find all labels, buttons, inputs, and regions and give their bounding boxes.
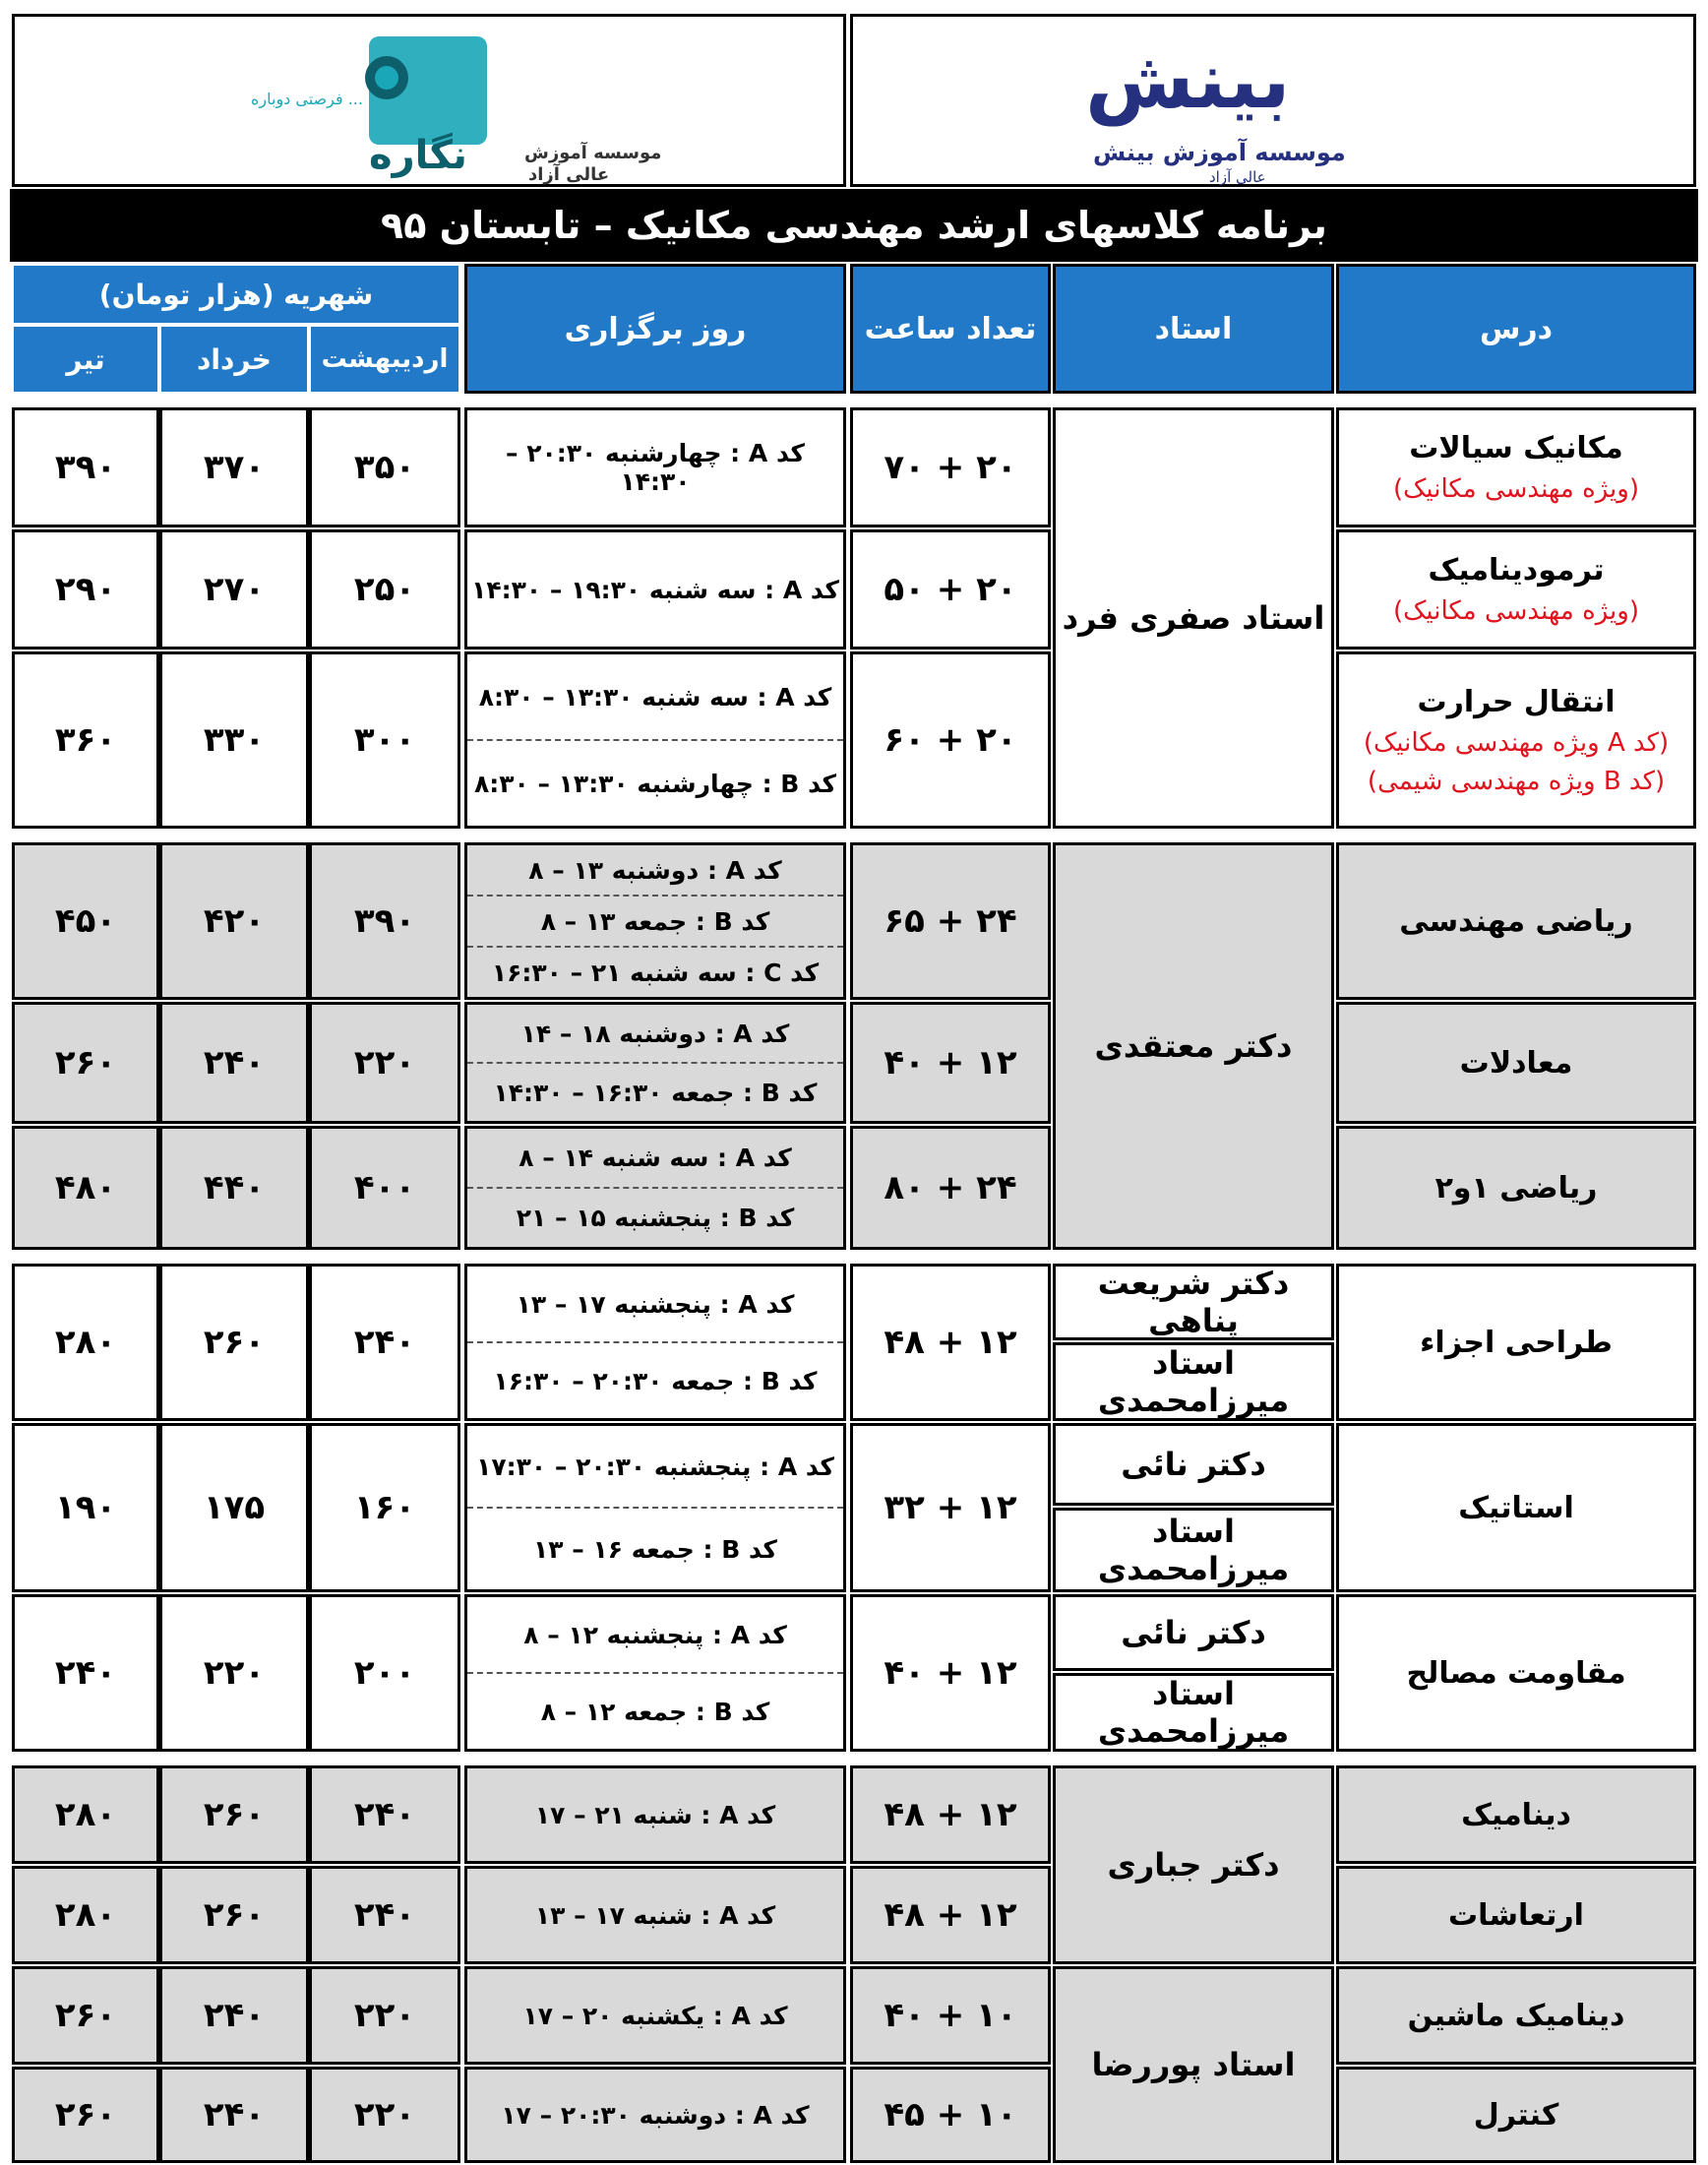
teacher-cell: دکتر نائی: [1053, 1423, 1334, 1506]
header-hours: تعداد ساعت: [850, 264, 1051, 394]
fee-khordad: ۲۷۰: [159, 529, 309, 650]
schedule-slot: کد B : جمعه ۱۲ – ۸: [467, 1672, 843, 1749]
hours-cell: ۱۲ + ۴۰: [850, 1594, 1051, 1752]
course-note: (ویژه مهندسی مکانیک): [1393, 474, 1639, 504]
schedule-cell: [464, 1002, 846, 1124]
fee-khordad: ۴۴۰: [159, 1126, 309, 1250]
schedule-slot: کد A : شنبه ۲۱ – ۱۷: [534, 1800, 776, 1829]
course-cell: [1336, 529, 1696, 650]
course-cell: [1336, 1423, 1696, 1592]
header-month-1: اردیبهشت: [309, 325, 460, 394]
fee-tir: ۲۸۰: [12, 1765, 159, 1864]
header-teacher: استاد: [1053, 264, 1334, 394]
fee-tir: ۲۸۰: [12, 1264, 159, 1421]
schedule-slot: کد A : سه شنبه ۱۴ – ۸: [518, 1144, 792, 1172]
teacher-cell: استاد صفری فرد: [1053, 407, 1334, 829]
fee-khordad: ۲۴۰: [159, 2067, 309, 2163]
fee-ordibehesht: ۲۲۰: [309, 2067, 460, 2163]
course-name: کنترل: [1473, 2097, 1559, 2133]
schedule-slot: کد A : دوشنبه ۲۰:۳۰ – ۱۷: [501, 2100, 810, 2130]
binesh-logo-sub2: عالی آزاد: [1209, 168, 1266, 186]
fee-tir: ۲۹۰: [12, 529, 159, 650]
negareh-logo-sub2: عالی آزاد: [528, 164, 610, 185]
schedule-slot: کد B : جمعه ۱۶ – ۱۳: [467, 1507, 843, 1589]
course-cell: [1336, 1765, 1696, 1864]
teacher-cell: استاد پوررضا: [1053, 1966, 1334, 2163]
schedule-cell: [464, 1866, 846, 1964]
fee-ordibehesht: ۲۰۰: [309, 1594, 460, 1752]
course-name: ارتعاشات: [1448, 1897, 1584, 1933]
negareh-logo-title: نگاره: [369, 133, 467, 178]
course-cell: [1336, 1594, 1696, 1752]
course-name: ریاضی ۱و۲: [1434, 1170, 1598, 1206]
schedule-cell: [464, 842, 846, 1000]
teacher-cell: استاد میرزامحمدی: [1053, 1673, 1334, 1752]
fee-khordad: ۳۳۰: [159, 651, 309, 829]
schedule-slot: کد B : چهارشنبه ۱۳:۳۰ – ۸:۳۰: [467, 739, 843, 826]
teacher-cell: دکتر نائی: [1053, 1594, 1334, 1671]
hours-cell: ۱۲ + ۴۰: [850, 1002, 1051, 1124]
course-name: دینامیک: [1461, 1797, 1571, 1832]
negareh-logo-sub1: موسسه آموزش: [524, 143, 662, 163]
fee-ordibehesht: ۲۴۰: [309, 1264, 460, 1421]
fee-tir: ۱۹۰: [12, 1423, 159, 1592]
schedule-slot: کد C : سه شنبه ۲۱ – ۱۶:۳۰: [467, 946, 843, 997]
header-day: روز برگزاری: [464, 264, 846, 394]
fee-ordibehesht: ۲۲۰: [309, 1002, 460, 1124]
fee-ordibehesht: ۲۴۰: [309, 1765, 460, 1864]
binesh-logo-title: بینش: [1085, 34, 1291, 126]
course-name: انتقال حرارت: [1417, 684, 1616, 719]
schedule-slot: کد A : دوشنبه ۱۳ – ۸: [528, 855, 782, 885]
course-cell: [1336, 1002, 1696, 1124]
course-name: مقاومت مصالح: [1406, 1655, 1626, 1691]
binesh-logo-sub1: موسسه آموزش بینش: [1093, 139, 1346, 166]
course-cell: [1336, 1966, 1696, 2065]
schedule-slot: کد B : جمعه ۱۶:۳۰ – ۱۴:۳۰: [467, 1062, 843, 1121]
schedule-slot: کد B : جمعه ۱۳ – ۸: [467, 895, 843, 946]
teacher-cell: دکتر جباری: [1053, 1765, 1334, 1964]
schedule-cell: [464, 407, 846, 527]
schedule-slot: کد A : پنجشنبه ۱۲ – ۸: [523, 1620, 787, 1649]
course-name: طراحی اجزاء: [1420, 1325, 1613, 1360]
header-course: درس: [1336, 264, 1696, 394]
teacher-cell: استاد میرزامحمدی: [1053, 1508, 1334, 1592]
course-cell: [1336, 651, 1696, 829]
schedule-slot: کد A : شنبه ۱۷ – ۱۳: [534, 1900, 776, 1930]
header-fee: شهریه (هزار تومان): [12, 264, 460, 325]
schedule-cell: [464, 2067, 846, 2163]
fee-tir: ۲۸۰: [12, 1866, 159, 1964]
schedule-cell: [464, 529, 846, 650]
teacher-cell: استاد میرزامحمدی: [1053, 1342, 1334, 1421]
course-name: معادلات: [1459, 1045, 1573, 1081]
schedule-cell: [464, 1126, 846, 1250]
course-note-2: (کد B ویژه مهندسی شیمی): [1367, 766, 1666, 796]
schedule-slot: کد A : چهارشنبه ۲۰:۳۰ – ۱۴:۳۰: [506, 439, 805, 496]
fee-tir: ۴۸۰: [12, 1126, 159, 1250]
fee-tir: ۴۵۰: [12, 842, 159, 1000]
fee-ordibehesht: ۲۴۰: [309, 1866, 460, 1964]
course-note: (کد A ویژه مهندسی مکانیک): [1363, 727, 1670, 758]
hours-cell: ۱۰ + ۴۵: [850, 2067, 1051, 2163]
course-name: استاتیک: [1458, 1490, 1574, 1525]
fee-tir: ۳۶۰: [12, 651, 159, 829]
fee-khordad: ۲۴۰: [159, 1002, 309, 1124]
hours-cell: ۱۲ + ۴۸: [850, 1866, 1051, 1964]
schedule-slot: کد A : پنجشنبه ۱۷ – ۱۳: [516, 1289, 795, 1319]
schedule-slot: کد A : دوشنبه ۱۸ – ۱۴: [520, 1019, 790, 1048]
fee-tir: ۲۴۰: [12, 1594, 159, 1752]
fee-ordibehesht: ۲۵۰: [309, 529, 460, 650]
course-cell: [1336, 2067, 1696, 2163]
fee-khordad: ۲۶۰: [159, 1866, 309, 1964]
fee-ordibehesht: ۲۲۰: [309, 1966, 460, 2065]
course-name: دینامیک ماشین: [1407, 1998, 1625, 2033]
schedule-slot: کد A : سه شنبه ۱۹:۳۰ – ۱۴:۳۰: [471, 575, 839, 604]
fee-khordad: ۴۲۰: [159, 842, 309, 1000]
hours-cell: ۱۰ + ۴۰: [850, 1966, 1051, 2065]
fee-ordibehesht: ۱۶۰: [309, 1423, 460, 1592]
course-note: (ویژه مهندسی مکانیک): [1393, 596, 1639, 626]
fee-tir: ۳۹۰: [12, 407, 159, 527]
fee-ordibehesht: ۳۵۰: [309, 407, 460, 527]
fee-ordibehesht: ۴۰۰: [309, 1126, 460, 1250]
fee-tir: ۲۶۰: [12, 2067, 159, 2163]
course-cell: [1336, 1866, 1696, 1964]
schedule-slot: کد B : پنجشنبه ۱۵ – ۲۱: [467, 1187, 843, 1247]
schedule-cell: [464, 1423, 846, 1592]
course-name: مکانیک سیالات: [1409, 431, 1623, 465]
hours-cell: ۱۲ + ۴۸: [850, 1765, 1051, 1864]
schedule-cell: [464, 1594, 846, 1752]
schedule-slot: کد B : جمعه ۲۰:۳۰ – ۱۶:۳۰: [467, 1341, 843, 1418]
course-name: ترمودینامیک: [1428, 553, 1605, 588]
hours-cell: ۲۴ + ۸۰: [850, 1126, 1051, 1250]
schedule-slot: کد A : یکشنبه ۲۰ – ۱۷: [522, 2001, 788, 2030]
schedule-slot: کد A : سه شنبه ۱۳:۳۰ – ۸:۳۰: [478, 682, 832, 711]
hours-cell: ۲۴ + ۶۵: [850, 842, 1051, 1000]
page-title: برنامه کلاسهای ارشد مهندسی مکانیک – تابستان ۹۵: [10, 189, 1698, 262]
header-month-3: تیر: [12, 325, 159, 394]
logo-negareh-frame: [12, 14, 846, 187]
hours-cell: ۲۰ + ۷۰: [850, 407, 1051, 527]
course-cell: [1336, 842, 1696, 1000]
course-cell: [1336, 407, 1696, 527]
hours-cell: ۲۰ + ۶۰: [850, 651, 1051, 829]
hours-cell: ۱۲ + ۳۲: [850, 1423, 1051, 1592]
course-cell: [1336, 1264, 1696, 1421]
fee-ordibehesht: ۳۹۰: [309, 842, 460, 1000]
teacher-cell: دکتر معتقدی: [1053, 842, 1334, 1250]
fee-tir: ۲۶۰: [12, 1002, 159, 1124]
schedule-cell: [464, 1765, 846, 1864]
fee-khordad: ۲۲۰: [159, 1594, 309, 1752]
fee-tir: ۲۶۰: [12, 1966, 159, 2065]
schedule-cell: [464, 651, 846, 829]
schedule-cell: [464, 1264, 846, 1421]
fee-khordad: ۱۷۵: [159, 1423, 309, 1592]
header-month-2: خرداد: [159, 325, 309, 394]
schedule-cell: [464, 1966, 846, 2065]
fee-khordad: ۲۶۰: [159, 1264, 309, 1421]
logo-binesh-frame: [850, 14, 1696, 187]
fee-khordad: ۳۷۰: [159, 407, 309, 527]
hours-cell: ۱۲ + ۴۸: [850, 1264, 1051, 1421]
teacher-cell: دکتر شریعت پناهی: [1053, 1264, 1334, 1340]
course-name: ریاضی مهندسی: [1399, 903, 1633, 939]
course-cell: [1336, 1126, 1696, 1250]
fee-khordad: ۲۶۰: [159, 1765, 309, 1864]
schedule-slot: کد A : پنجشنبه ۲۰:۳۰ – ۱۷:۳۰: [476, 1452, 834, 1481]
fee-ordibehesht: ۳۰۰: [309, 651, 460, 829]
fee-khordad: ۲۴۰: [159, 1966, 309, 2065]
hours-cell: ۲۰ + ۵۰: [850, 529, 1051, 650]
negareh-logo-slogan: فرصتی دوباره ...: [251, 90, 363, 108]
